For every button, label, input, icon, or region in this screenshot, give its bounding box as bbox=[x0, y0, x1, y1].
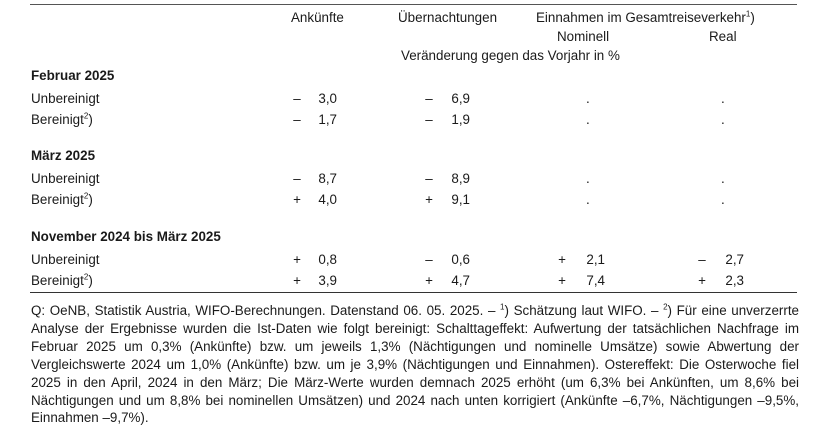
row-label: Bereinigt$^2$) bbox=[31, 191, 93, 207]
section-title: März 2025 bbox=[31, 148, 96, 163]
cell-nom-sign: + bbox=[558, 252, 566, 267]
cell-ueb: 8,9 bbox=[451, 171, 470, 186]
cell-nom: . bbox=[586, 192, 590, 207]
cell-nom-sign: + bbox=[558, 273, 566, 288]
row-label bbox=[31, 252, 99, 267]
cell-ueb-sign: – bbox=[425, 91, 433, 106]
cell-nom: . bbox=[586, 112, 590, 127]
table-bottom-rule bbox=[30, 292, 797, 293]
cell-ueb-sign: – bbox=[425, 171, 433, 186]
cell-real: . bbox=[721, 112, 725, 127]
row-label-text: Unbereinigt bbox=[31, 91, 100, 106]
cell-ueb-sign: + bbox=[425, 192, 433, 207]
footnote: Q: OeNB, Statistik Austria, WIFO-Berechnungen. Datenstand 06. 05. 2025. – $^1$) Schätzung laut WIFO. – $^2$) Für eine unverzerrte Analyse der Ergebnisse wurden die Ist-Daten wie folgt bereinigt: Schalttageffekt: Aufwertung der tatsächlichen Nachfrage im Februar 2025 um 0,3% (Ankünfte) bzw. um jeweils 1,3% (Nächtigungen und nominelle Umsätze) sowie Abwertung der Vergleichswerte 2024 um 1,0% (Ankünfte) bzw. um je 3,9% (Nächtigungen und Einnahmen). Ostereffekt: Die Osterwoche fiel 2025 in den April, 2024 in den März; Die März-Werte wurden demnach 2025 erhöht (um 6,3% bei Ankünften, um 8,6% bei Nächtigungen und um 8,8% bei nominellen Umsätzen) und 2024 nach unten korrigiert (Ankünfte –6,7%, Nächtigungen –9,5%, Einnahmen –9,7%). bbox=[31, 302, 799, 426]
cell-ank: 3,9 bbox=[318, 273, 337, 288]
cell-ank-sign: + bbox=[293, 273, 301, 288]
header-ankuenfte: Ankünfte bbox=[291, 10, 344, 25]
cell-ank: 0,8 bbox=[318, 252, 337, 267]
row-label-text: Bereinigt bbox=[31, 192, 84, 207]
header-veraenderung: Veränderung gegen das Vorjahr in % bbox=[401, 48, 620, 63]
cell-nom: 2,1 bbox=[586, 252, 605, 267]
cell-ank-sign: – bbox=[293, 112, 301, 127]
row-label-sup: 2 bbox=[83, 272, 89, 282]
cell-real-sign: + bbox=[698, 273, 706, 288]
row-label-text: Unbereinigt bbox=[31, 171, 100, 186]
cell-ueb-sign: + bbox=[425, 273, 433, 288]
cell-ueb: 9,1 bbox=[451, 192, 470, 207]
row-label bbox=[31, 91, 99, 106]
cell-ank-sign: + bbox=[293, 192, 301, 207]
cell-ueb: 0,6 bbox=[451, 252, 470, 267]
cell-real: 2,7 bbox=[725, 252, 744, 267]
row-label-text: Unbereinigt bbox=[31, 252, 100, 267]
cell-nom: 7,4 bbox=[586, 273, 605, 288]
top-rule bbox=[30, 4, 797, 5]
row-label-sup: 2 bbox=[83, 191, 89, 201]
cell-real: . bbox=[721, 171, 725, 186]
cell-real-sign: – bbox=[698, 252, 706, 267]
row-label: Bereinigt$^2$) bbox=[31, 111, 93, 127]
header-einnahmen: Einnahmen im Gesamtreiseverkehr$^1$) bbox=[536, 9, 755, 25]
row-label: Bereinigt$^2$) bbox=[31, 272, 93, 288]
row-label-text: Bereinigt bbox=[31, 273, 84, 288]
cell-ueb: 6,9 bbox=[451, 91, 470, 106]
cell-nom: . bbox=[586, 171, 590, 186]
cell-ank-sign: + bbox=[293, 252, 301, 267]
cell-nom: . bbox=[586, 91, 590, 106]
cell-ueb: 1,9 bbox=[451, 112, 470, 127]
cell-ueb: 4,7 bbox=[451, 273, 470, 288]
section-title: November 2024 bis März 2025 bbox=[31, 229, 221, 244]
row-label-sup: 2 bbox=[83, 111, 89, 121]
cell-ank-sign: – bbox=[293, 91, 301, 106]
cell-ueb-sign: – bbox=[425, 112, 433, 127]
cell-ank: 4,0 bbox=[318, 192, 337, 207]
cell-ank: 3,0 bbox=[318, 91, 337, 106]
header-uebernachtungen: Übernachtungen bbox=[398, 10, 498, 25]
header-real: Real bbox=[709, 29, 737, 44]
row-label bbox=[31, 171, 99, 186]
header-nominell: Nominell bbox=[557, 29, 610, 44]
cell-ank-sign: – bbox=[293, 171, 301, 186]
cell-real: . bbox=[721, 91, 725, 106]
cell-real: . bbox=[721, 192, 725, 207]
cell-real: 2,3 bbox=[725, 273, 744, 288]
cell-ank: 8,7 bbox=[318, 171, 337, 186]
section-title: Februar 2025 bbox=[31, 68, 115, 83]
cell-ank: 1,7 bbox=[318, 112, 337, 127]
cell-ueb-sign: – bbox=[425, 252, 433, 267]
row-label-text: Bereinigt bbox=[31, 112, 84, 127]
